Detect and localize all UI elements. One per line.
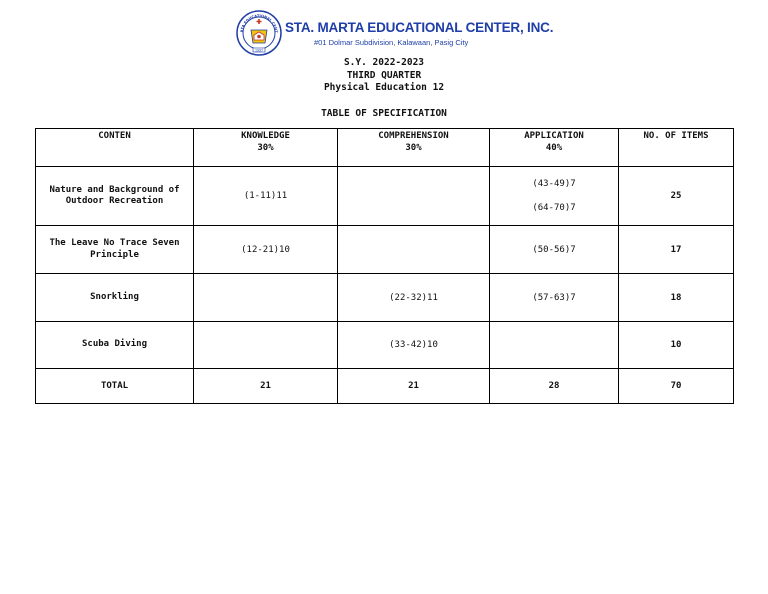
application-range: (64-70)7 (532, 203, 576, 213)
row-topic: Snorkling (36, 274, 194, 322)
table-title: TABLE OF SPECIFICATION (321, 108, 447, 119)
row-application (490, 322, 619, 369)
row-comprehension (338, 167, 490, 226)
total-application: 28 (490, 369, 619, 404)
table-row (36, 322, 734, 369)
logo-year: 1997 (254, 48, 264, 53)
row-knowledge (194, 322, 338, 369)
total-comprehension: 21 (338, 369, 490, 404)
table-row (36, 274, 734, 322)
header-knowledge: KNOWLEDGE 30% (194, 129, 338, 167)
header-application-pct: 40% (545, 143, 563, 153)
school-address: #01 Dolmar Subdivision, Kalawaan, Pasig City (314, 38, 469, 47)
document-titles (0, 57, 768, 95)
logo-ring-text: RTA EDUCATIONAL CENT (239, 13, 279, 33)
table-header-row (36, 129, 734, 167)
header-items: NO. OF ITEMS (619, 129, 734, 167)
school-logo-icon (236, 10, 282, 56)
row-items: 25 (619, 167, 734, 226)
header-comprehension-pct: 30% (405, 143, 422, 153)
table-row (36, 167, 734, 226)
row-items: 18 (619, 274, 734, 322)
row-items: 10 (619, 322, 734, 369)
row-knowledge: (1-11)11 (194, 167, 338, 226)
row-comprehension: (22-32)11 (338, 274, 490, 322)
header-application: APPLICATION 40% (490, 129, 619, 167)
header-knowledge-pct: 30% (257, 143, 274, 153)
total-label: TOTAL (36, 369, 194, 404)
row-topic: The Leave No Trace Seven Principle (36, 226, 194, 274)
subject: Physical Education 12 (323, 82, 445, 93)
school-header (236, 8, 554, 58)
total-items: 70 (619, 369, 734, 404)
row-knowledge: (12-21)10 (194, 226, 338, 274)
row-topic: Nature and Background of Outdoor Recreation (36, 167, 194, 226)
row-application (490, 167, 619, 226)
row-items: 17 (619, 226, 734, 274)
school-year: S.Y. 2022-2023 (343, 57, 425, 68)
row-comprehension: (33-42)10 (338, 322, 490, 369)
application-range: (43-49)7 (532, 179, 576, 189)
header-comprehension: COMPREHENSION 30% (338, 129, 490, 167)
row-application: (57-63)7 (490, 274, 619, 322)
specification-table (35, 128, 734, 404)
row-application: (50-56)7 (490, 226, 619, 274)
quarter: THIRD QUARTER (346, 69, 422, 81)
header-content: CONTEN (36, 129, 194, 167)
table-row (36, 226, 734, 274)
school-name: STA. MARTA EDUCATIONAL CENTER, INC. (285, 20, 554, 35)
row-topic: Scuba Diving (36, 322, 194, 369)
row-comprehension (338, 226, 490, 274)
row-knowledge (194, 274, 338, 322)
total-row (36, 369, 734, 404)
total-knowledge: 21 (194, 369, 338, 404)
